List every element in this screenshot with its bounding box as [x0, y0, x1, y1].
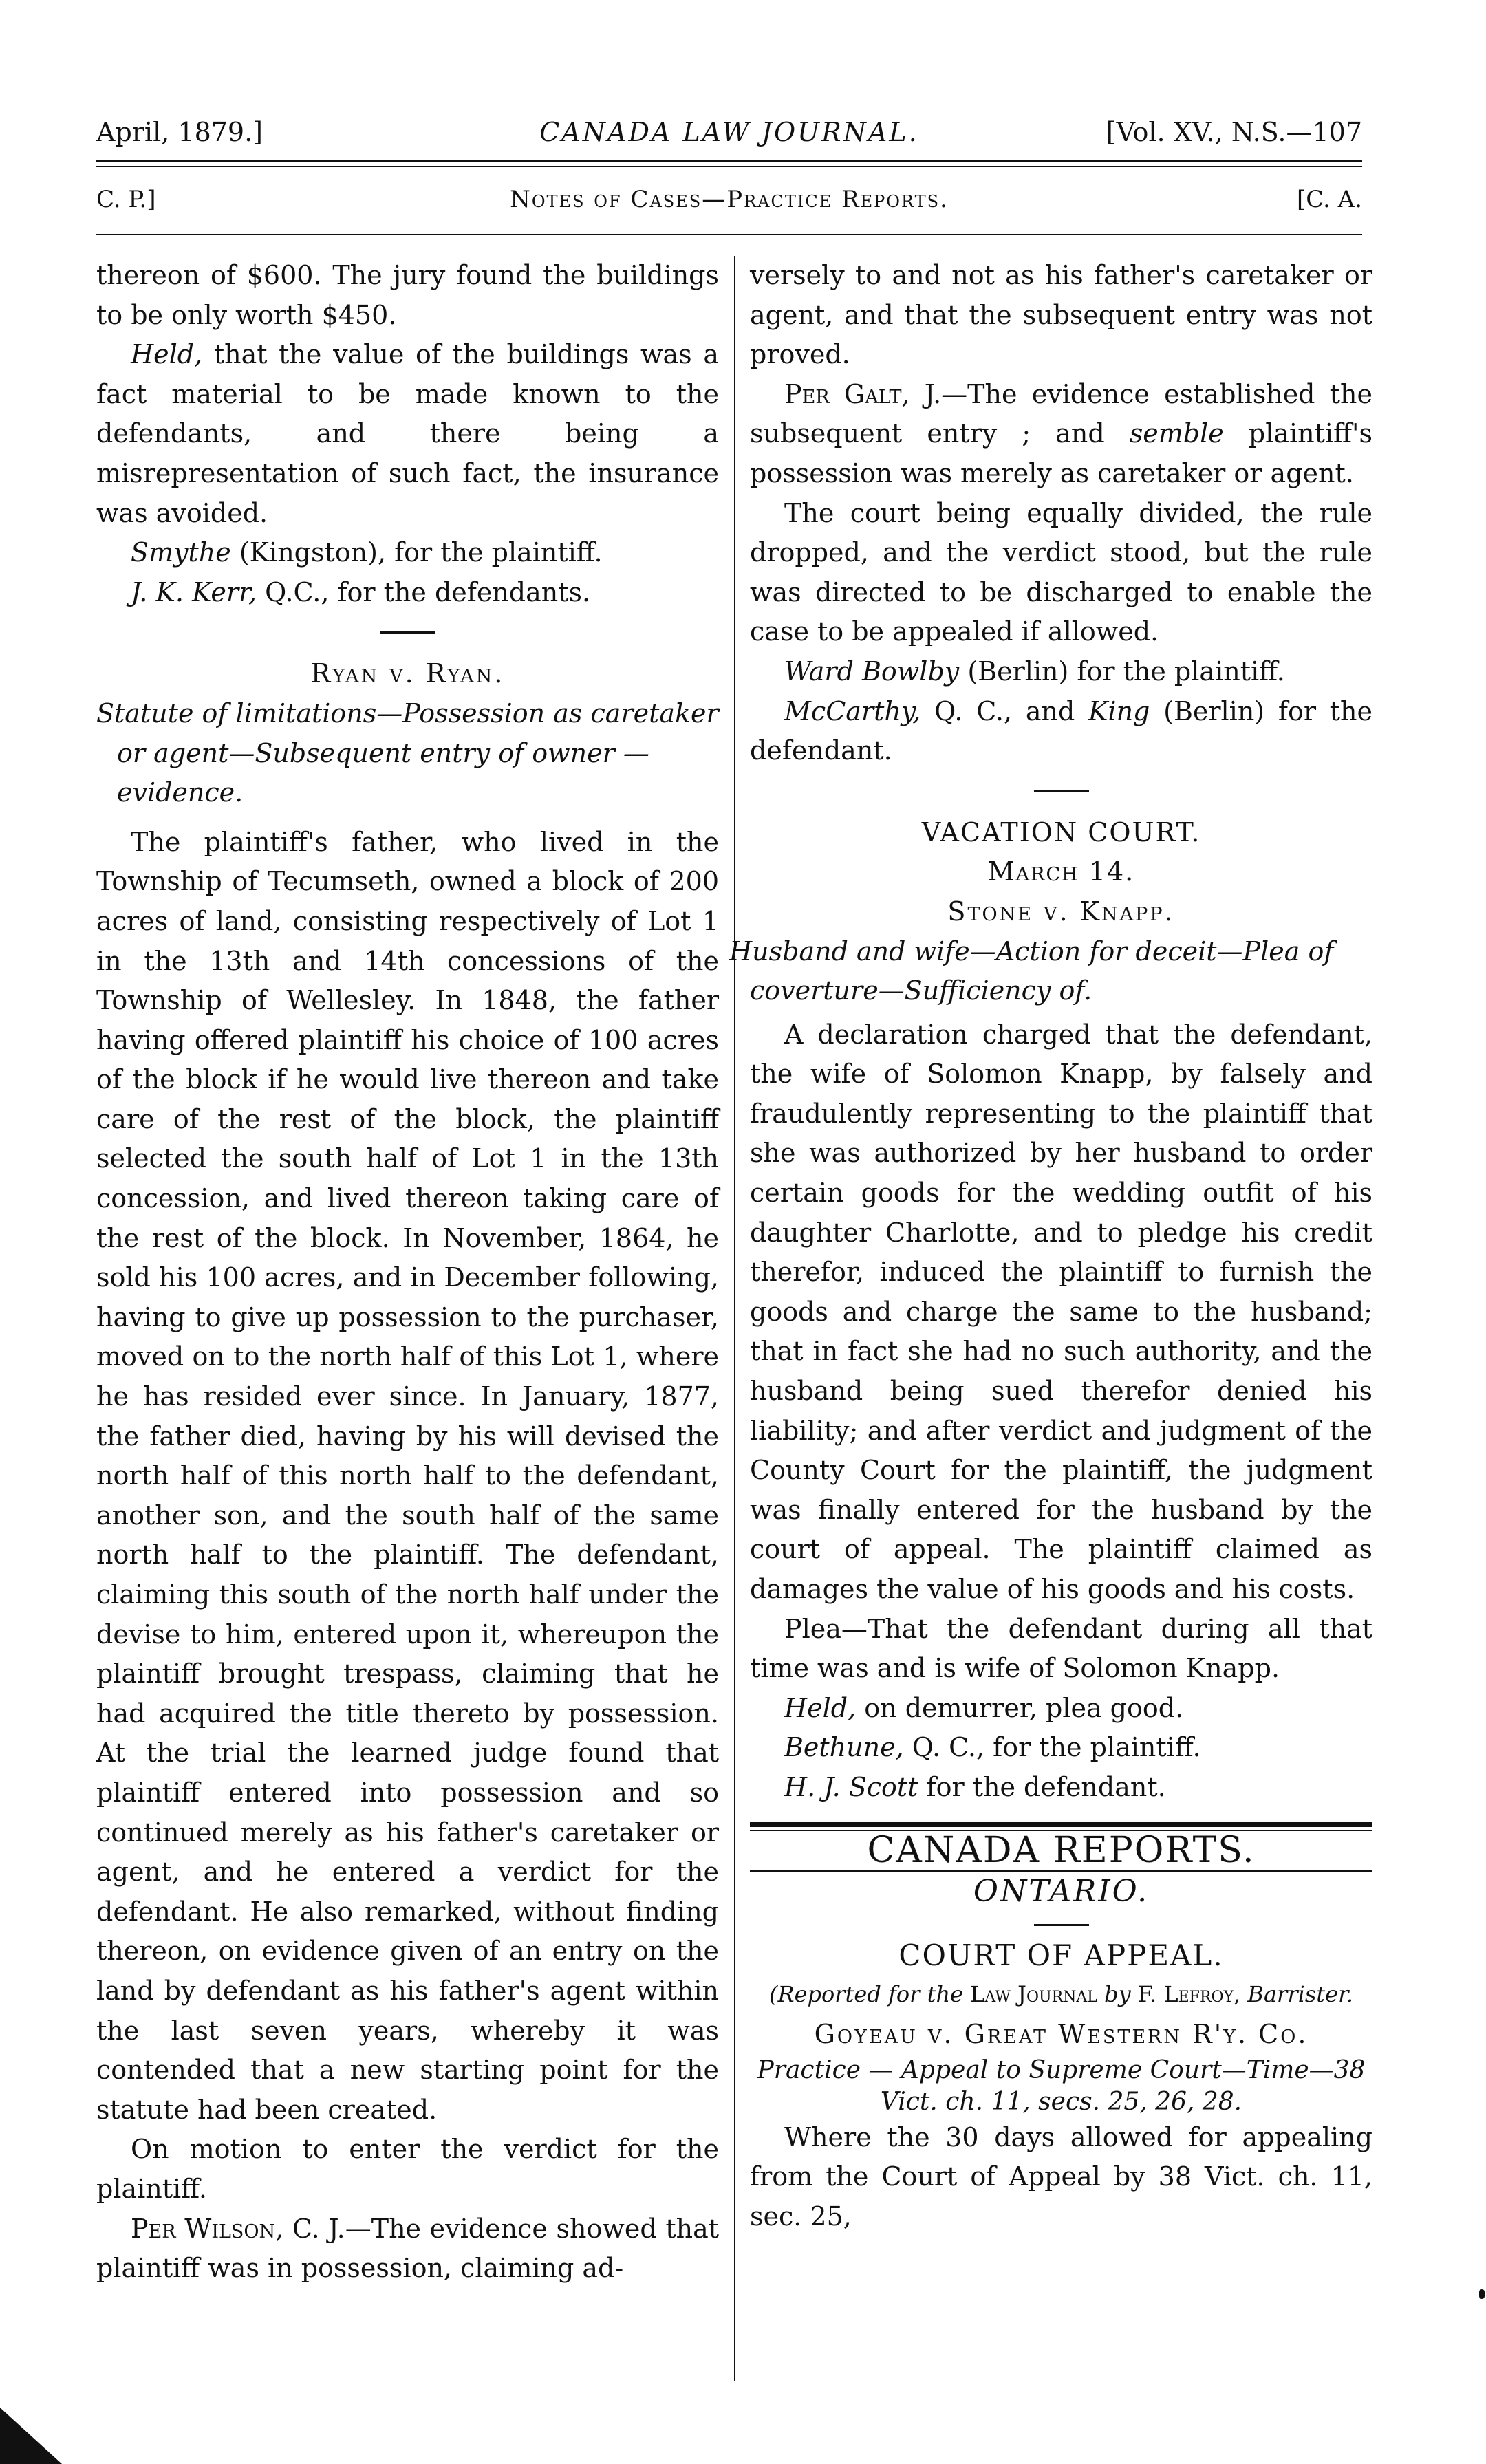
judgment-text: —The evidence established the subsequent entry ; and	[750, 378, 1372, 449]
section-rule	[96, 234, 1362, 235]
counsel-line	[750, 1728, 1372, 1768]
reporter-text: (Reported for the	[768, 1981, 971, 2008]
section-head	[96, 186, 1362, 227]
province-heading: ONTARIO.	[973, 1874, 1150, 1910]
paragraph: versely to and not as his father's caretaker or agent, and that the subsequent entry was not proved.	[750, 260, 1372, 370]
held-label: Held,	[784, 1692, 857, 1723]
reporter-line	[750, 1975, 1372, 2015]
paragraph: Plea—That the defendant during all that time was and is wife of Solomon Knapp.	[750, 1613, 1372, 1684]
case-separator	[380, 631, 435, 634]
section-head-left: C. P.]	[96, 186, 156, 213]
reporter-journal: Law Journal	[970, 1981, 1097, 2008]
case-title: Stone v. Knapp.	[947, 896, 1175, 927]
counsel-role: (Berlin) for the plaintiff.	[959, 656, 1285, 687]
case-headnote: Statute of limitations—Possession as caretaker or agent—Subsequent entry of owner —evidence.	[96, 698, 719, 808]
column-divider	[734, 256, 735, 2381]
margin-mark-icon	[1479, 2289, 1485, 2299]
court-heading: VACATION COURT.	[921, 817, 1201, 847]
counsel-line	[96, 573, 719, 613]
paragraph: On motion to enter the verdict for the plaintiff.	[96, 2134, 719, 2204]
held-label: Held,	[131, 339, 203, 370]
counsel-line	[96, 533, 719, 573]
counsel-name: H. J. Scott	[784, 1771, 918, 1802]
counsel-role: (Kingston), for the plaintiff.	[230, 537, 603, 568]
case-headnote: Husband and wife—Action for deceit—Plea of coverture—Sufficiency of.	[729, 936, 1334, 1006]
case-title: Ryan v. Ryan.	[310, 658, 505, 689]
held-text: that the value of the buildings was a fact material to be made known to the defendants, and there being a misrepresentation of such fact, the insurance was avoided.	[96, 339, 719, 528]
court-of-appeal-heading: COURT OF APPEAL.	[898, 1938, 1224, 1972]
paragraph: The plaintiff's father, who lived in the Township of Tecumseth, owned a block of 200 acres of land, consisting respectively of Lot 1 in the 13th and 14th concessions of the Township of Wellesley. In 1848, the father having offered plaintiff his choice of 100 acres of the block if he would live thereon and take care of the rest of the block, the plaintiff selected the south half of Lot 1 in the 13th concession, and lived thereon taking care of the rest of the block. In November, 1864, he sold his 100 acres, and in December following, having to give up possession to the purchaser, moved on to the north half of this Lot 1, where he has resided ever since. In January, 1877, the father died, having by his will devised the north half of this north half to the defendant, another son, and the south half of the same north half to the plaintiff. The defendant, claiming this south of the north half under the devise to him, entered upon it, whereupon the plaintiff brought trespass, claiming that he had acquired the title thereto by possession. At the trial the learned judge found that plaintiff entered into possession and so continued merely as his father's caretaker or agent, and he entered a verdict for the defendant. He also remarked, without finding thereon, on evidence given of an entry on the land by defendant as his father's agent within the last seven years, whereby it was contended that a new starting point for the statute had been created.	[96, 826, 719, 2125]
counsel-name: Ward Bowlby	[784, 656, 960, 687]
held-text: on demurrer, plea good.	[856, 1692, 1184, 1723]
counsel-role: Q. C., for the plaintiff.	[903, 1732, 1201, 1763]
paragraph: The court being equally divided, the rule dropped, and the verdict stood, but the rule was directed to be discharged to enable the case to be appealed if allowed.	[750, 497, 1372, 647]
counsel-name: King	[1088, 695, 1150, 726]
paragraph	[96, 335, 719, 533]
running-head-date: April, 1879.]	[96, 117, 263, 147]
reports-thick-rule	[750, 1822, 1372, 1827]
counsel-line	[750, 652, 1372, 692]
reports-title: CANADA REPORTS.	[867, 1829, 1256, 1871]
counsel-line	[750, 1768, 1372, 1808]
paragraph	[750, 375, 1372, 494]
counsel-role: for the defendant.	[918, 1771, 1166, 1802]
header-double-rule	[96, 160, 1362, 167]
paragraph: thereon of $600. The jury found the buildings to be only worth $450.	[96, 260, 719, 330]
counsel-role: Q.C., for the defendants.	[257, 576, 591, 607]
counsel-name: Smythe	[131, 537, 231, 568]
judge-name: Per Wilson, C. J.	[131, 2213, 345, 2244]
court-date: March 14.	[987, 856, 1135, 887]
left-column	[96, 256, 719, 2289]
judge-name: Per Galt, J.	[784, 378, 942, 409]
counsel-name: McCarthy,	[784, 695, 921, 726]
paragraph: Where the 30 days allowed for appealing from the Court of Appeal by 38 Vict. ch. 11, sec. 25,	[750, 2121, 1372, 2231]
section-head-title: Notes of Cases—Practice Reports.	[510, 186, 949, 213]
scan-corner-mark-icon	[0, 2408, 62, 2464]
counsel-role: (Berlin) for the defendant.	[750, 695, 1372, 766]
semble-word: semble	[1129, 418, 1224, 449]
case-separator	[1034, 790, 1089, 792]
counsel-line	[750, 692, 1372, 771]
counsel-name: Bethune,	[784, 1732, 904, 1763]
reporter-text: by	[1097, 1981, 1138, 2008]
running-head-volume-page: [Vol. XV., N.S.—107	[1106, 117, 1362, 147]
running-head-journal-title: CANADA LAW JOURNAL.	[539, 117, 919, 147]
counsel-connector: Q. C., and	[920, 695, 1089, 726]
judgment-text: —The evidence showed that plaintiff was in possession, claiming ad-	[96, 2213, 720, 2284]
reporter-name: F. Lefroy,	[1137, 1981, 1241, 2008]
paragraph	[750, 1689, 1372, 1729]
right-column	[729, 256, 1372, 2236]
reporter-text: Barrister.	[1240, 1981, 1354, 2008]
counsel-name: J. K. Kerr,	[131, 576, 257, 607]
paragraph	[96, 2209, 719, 2289]
paragraph: A declaration charged that the defendant, the wife of Solomon Knapp, by falsely and fraudulently representing to the plaintiff that she was authorized by her husband to order certain goods for the wedding outfit of his daughter Charlotte, and to pledge his credit therefor, induced the plaintiff to furnish the goods and charge the same to the husband; that in fact she had no such authority, and the husband being sued therefor denied his liability; and after verdict and judgment of the County Court for the plaintiff, the judgment was finally entered for the husband by the court of appeal. The plaintiff claimed as damages the value of his goods and his costs.	[750, 1019, 1372, 1604]
judgment-text: plaintiff's possession was merely as caretaker or agent.	[750, 418, 1372, 488]
case-title: Goyeau v. Great Western R'y. Co.	[814, 2018, 1309, 2049]
province-separator	[1034, 1924, 1089, 1926]
case-headnote: Practice — Appeal to Supreme Court—Time—38 Vict. ch. 11, secs. 25, 26, 28.	[757, 2055, 1366, 2116]
section-head-right: [C. A.	[1296, 186, 1362, 213]
running-head	[96, 117, 1362, 158]
